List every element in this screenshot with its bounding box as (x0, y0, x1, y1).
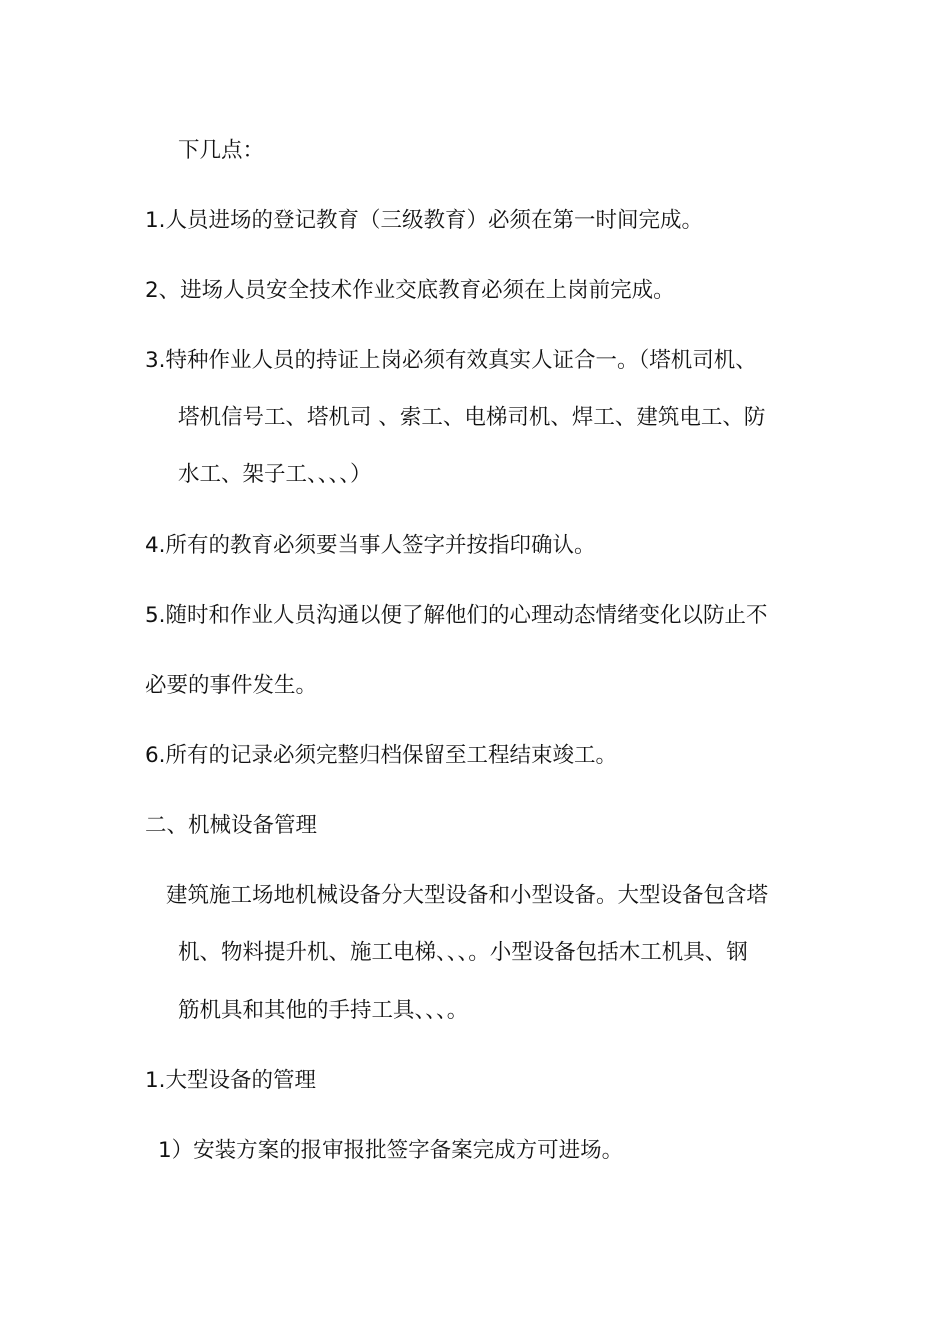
list-item-5: 5.随时和作业人员沟通以便了解他们的心理动态情绪变化以防止不 (145, 603, 768, 628)
list-item-4: 4.所有的教育必须要当事人签字并按指印确认。 (145, 533, 596, 558)
list-item-3-continued: 塔机信号工、塔机司 、索工、电梯司机、焊工、建筑电工、防 (178, 405, 766, 430)
paragraph-line: 建筑施工场地机械设备分大型设备和小型设备。大型设备包含塔 (166, 883, 769, 908)
section-heading: 二、机械设备管理 (145, 813, 318, 838)
list-item-1: 1.人员进场的登记教育（三级教育）必须在第一时间完成。 (145, 208, 704, 233)
list-item-3-continued: 水工、架子工、、、、） (178, 462, 372, 487)
subsection-heading: 1.大型设备的管理 (145, 1068, 317, 1093)
paragraph-line: 筋机具和其他的手持工具、、、。 (178, 998, 469, 1023)
list-item: 1）安装方案的报审报批签字备案完成方可进场。 (158, 1138, 624, 1163)
paragraph-line: 机、物料提升机、施工电梯、、、。小型设备包括木工机具、钢 (178, 940, 748, 965)
list-item-5-continued: 必要的事件发生。 (145, 673, 318, 698)
list-item-6: 6.所有的记录必须完整归档保留至工程结束竣工。 (145, 743, 618, 768)
list-item-3: 3.特种作业人员的持证上岗必须有效真实人证合一。（塔机司机、 (145, 348, 757, 373)
text-line: 下几点： (178, 138, 265, 163)
list-item-2: 2、进场人员安全技术作业交底教育必须在上岗前完成。 (145, 278, 675, 303)
